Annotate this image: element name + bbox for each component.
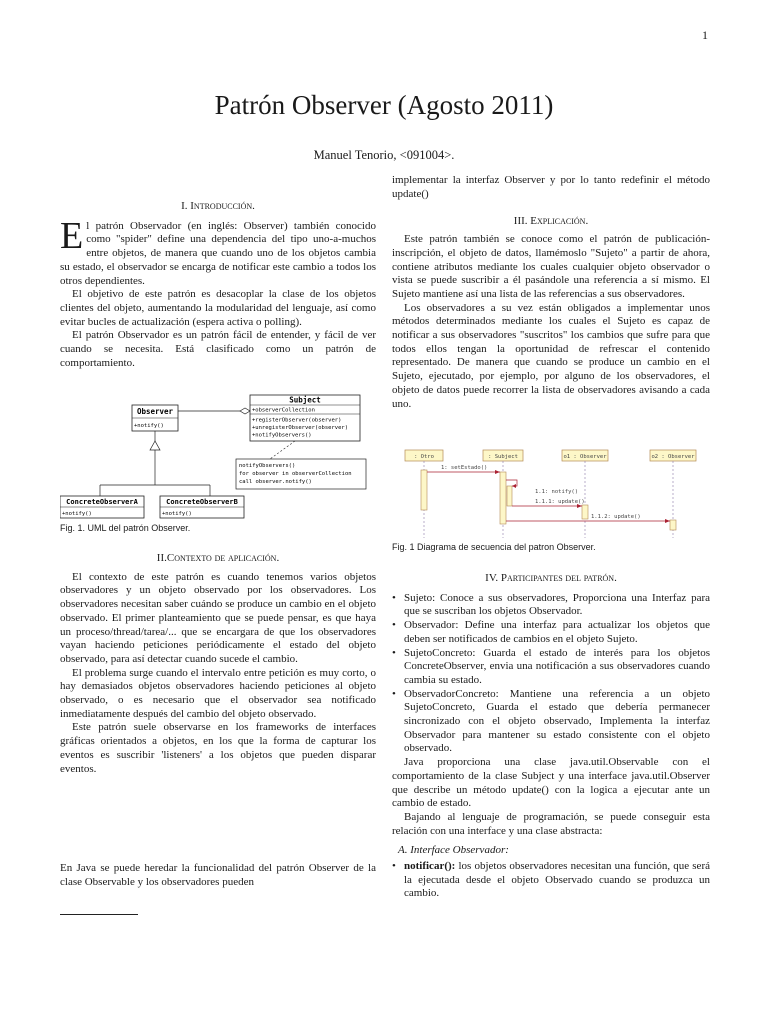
observer-class-name: Observer <box>136 407 174 416</box>
intro-paragraph-1 <box>60 214 376 289</box>
subject-class-attribute: +observerCollection <box>252 407 315 414</box>
list-item-text: Sujeto: Conoce a sus observadores, Proporciona una Interfaz para que se suscriban los objetos Observador. <box>404 591 710 618</box>
list-item <box>392 688 710 757</box>
bullet-icon: • <box>392 646 396 659</box>
message-label: 1.1.2: update() <box>591 514 641 520</box>
list-item-text: SujetoConcreto: Guarda el estado de interés para los objetos ConcreteObserver, envia una notificación a sus observadores cuando cambia su estado. <box>404 646 710 686</box>
section-number: I. <box>181 200 188 212</box>
section-title: Introducción. <box>190 200 255 212</box>
concrete-observer-a-method: +notify() <box>62 511 92 517</box>
java-paragraph: Java proporciona una clase java.util.Observable con el comportamiento de la clase Subject y una interface java.util.Observer que describe un método update() con la logica a ejecutar ante un cambio de estado. <box>392 756 710 810</box>
observer-class-method: +notify() <box>134 423 164 429</box>
left-column <box>60 200 376 370</box>
section-heading-context <box>60 552 376 566</box>
activation-bar <box>670 520 676 530</box>
uml-diagram <box>60 393 370 523</box>
page-number: 1 <box>702 28 708 42</box>
continued-text: implementar la interfaz Observer y por lo tanto redefinir el método update() <box>392 174 710 200</box>
interface-list <box>392 860 710 901</box>
explanation-paragraph-2: Los observadores a su vez están obligados a implementar unos métodos determinados mediante los cuales el Sujeto es capaz de notificar a sus observadores "suscritos" los cambios que sufre para que todos ellos tengan la oportunidad de refrescar el contenido representado. De manera que cuando se produce un cambio en el Sujeto, ejecutado, por ejemplo, por alguno de los observadores, el objeto de datos puede recorrer la lista de observadores avisando a cada uno. <box>392 301 710 410</box>
subject-class-name: Subject <box>289 395 321 405</box>
footnote-rule <box>60 914 138 915</box>
language-paragraph: Bajando al lenguaje de programación, se puede conseguir esta relación con una interface y una clase abstracta: <box>392 810 710 837</box>
section-title: Explicación. <box>530 215 589 228</box>
method-name: notificar(): <box>404 860 456 873</box>
right-column-lower <box>392 572 710 901</box>
context-paragraph-3: Este patrón suele observarse en los frameworks de interfaces gráficas orientados a objetos, en los que la forma de capturar los eventos es suscribir 'listeners' a los objetos que pueden disparar eventos. <box>60 721 376 775</box>
subject-method: +unregisterObserver(observer) <box>252 425 349 431</box>
list-item <box>392 592 710 619</box>
note-line: for observer in observerCollection <box>239 471 352 477</box>
left-column-lower <box>60 552 376 776</box>
activation-bar <box>507 486 512 506</box>
context-paragraph-4-wrap <box>60 862 376 889</box>
note-connector <box>270 441 295 459</box>
note-line: call observer.notify() <box>239 479 312 485</box>
concrete-observer-b-method: +notify() <box>162 511 192 517</box>
list-item-text: Observador: Define una interfaz para actualizar los objetos que deben ser notificados de cambios en el objeto Sujeto. <box>404 619 710 645</box>
aggregation-diamond <box>240 408 250 414</box>
section-heading-participants <box>392 572 710 586</box>
author-line: Manuel Tenorio, <091004>. <box>313 148 455 162</box>
sequence-diagram <box>395 448 700 540</box>
drop-cap: E <box>60 214 84 257</box>
section-number: II. <box>156 552 167 564</box>
bullet-icon: • <box>392 687 396 700</box>
section-heading-intro <box>60 200 376 214</box>
activation-bar <box>500 472 506 524</box>
message-label: 1.1: notify() <box>535 489 579 495</box>
list-item <box>392 860 710 901</box>
subject-method: +registerObserver(observer) <box>252 417 342 424</box>
lifeline-label: : Otro <box>414 454 434 460</box>
section-title: Contexto de aplicación. <box>166 552 280 564</box>
lifeline-label: o1 : Observer <box>563 454 607 460</box>
inheritance-triangle <box>150 441 160 450</box>
paper-title: Patrón Observer (Agosto 2011) <box>214 90 554 120</box>
section-title: Participantes del patrón. <box>500 572 617 584</box>
context-paragraph-2: El problema surge cuando el intervalo entre petición es muy corto, o hay demasiados objetos observadores haciendo peticiones al objeto observado, o es necesario que el observador sea notificado inmediatamente después del cambio del objeto observado. <box>60 666 376 720</box>
bullet-icon: • <box>392 860 396 873</box>
section-heading-explanation <box>392 215 710 229</box>
subsection-heading: A. Interface Observador: <box>398 844 509 857</box>
section-number: IV. <box>485 572 499 584</box>
list-item <box>392 647 710 688</box>
participants-list <box>392 592 710 756</box>
explanation-paragraph-1: Este patrón también se conoce como el patrón de publicación-inscripción, el objeto de datos, llamémoslo "Sujeto" a partir de ahora, contiene atributos mediante los cuales cualquier objeto observador o vista se puede suscribir a él pasándole una referencia a sí mismo. El Sujeto mantiene así una lista de las referencias a sus observadores. <box>392 233 710 300</box>
context-paragraph-1: El contexto de este patrón es cuando tenemos varios objetos observadores y un objeto observado por los observadores. Los observadores necesitan saber cuándo se produce un cambio en el objeto observado. El primer planteamiento que se puede pensar, es que haya un proceso/thread/tarea/... que se encargara de que los observadores vayan haciendo peticiones periódicamente el estado del objeto observado, para así detectar cuando sucede el cambio. <box>60 570 376 665</box>
bullet-icon: • <box>392 591 396 604</box>
intro-paragraph-3: El patrón Observador es un patrón fácil de entender, y fácil de ver cuando se necesita. Está clasificado como un patrón de comportamiento. <box>60 329 376 369</box>
lifeline-label: : Subject <box>488 454 518 460</box>
message-label: 1: setEstado() <box>441 465 488 471</box>
list-item <box>392 619 710 646</box>
intro-text: l patrón Observador (en inglés: Observer) también conocido como "spider" define una dependencia del tipo uno-a-muchos entre objetos, de manera que cuando uno de los objetos cambia su estado, el observador se encarga de notificar este cambio a todos los otros dependientes. <box>60 219 376 287</box>
figure-1-caption: Fig. 1. UML del patrón Observer. <box>60 523 191 533</box>
bullet-icon: • <box>392 619 396 632</box>
activation-bar <box>421 470 427 510</box>
context-paragraph-4: En Java se puede heredar la funcionalidad del patrón Observer de la clase Observable y los observadores pueden <box>60 862 376 888</box>
method-description: los objetos observadores necesitan una función, que será la ejecutada desde el objeto Observado cuando se produzca un cambio. <box>404 860 710 900</box>
concrete-observer-a-name: ConcreteObserverA <box>66 498 138 506</box>
figure-2-caption: Fig. 1 Diagrama de secuencia del patron Observer. <box>392 542 596 552</box>
intro-paragraph-2: El objetivo de este patrón es desacoplar la clase de los objetos clientes del objeto, aumentando la modularidad del lenguaje, así como evitar bucles de actualización (espera activa o polling). <box>60 288 376 328</box>
right-column <box>392 174 710 411</box>
message-label: 1.1.1: update() <box>535 499 585 505</box>
lifeline-label: o2 : Observer <box>651 454 695 460</box>
concrete-observer-b-name: ConcreteObserverB <box>166 498 238 506</box>
subject-method: +notifyObservers() <box>252 432 312 439</box>
activation-bar <box>582 505 588 519</box>
list-item-text: ObservadorConcreto: Mantiene una referencia a un objeto SujetoConcreto, Guarda el estado que debería permanecer sincronizado con el objeto observado, Implementa la interfaz Observador para mantener su estado consistente con el objeto observado. <box>404 687 710 755</box>
section-number: III. <box>513 215 528 228</box>
note-line: notifyObservers() <box>239 463 296 469</box>
